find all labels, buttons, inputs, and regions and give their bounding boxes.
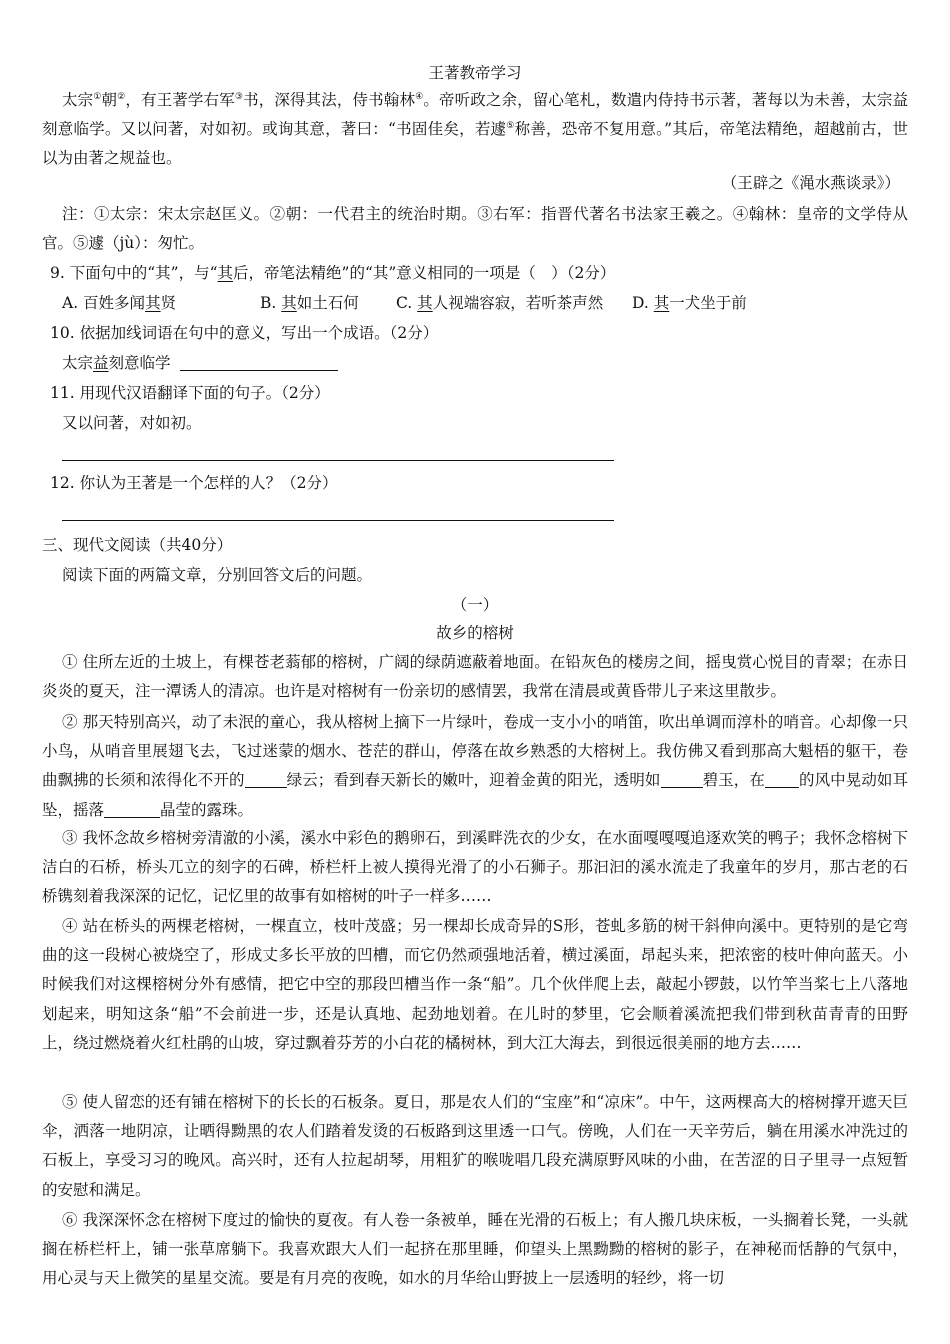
- q11-sentence: 又以问著，对如初。: [62, 414, 202, 432]
- section3-instruction: 阅读下面的两篇文章，分别回答文后的问题。: [62, 566, 373, 584]
- poem-source: （王辟之《渑水燕谈录》）: [721, 174, 900, 192]
- q11-stem: 11. 用现代汉语翻译下面的句子。（2分）: [50, 384, 330, 402]
- poem-notes: 注：①太宗：宋太宗赵匡义。②朝：一代君主的统治时期。③右军：指晋代著名书法家王羲之。④翰林：皇帝的文学侍从官。⑤遽（jù）：匆忙。: [42, 205, 908, 253]
- poem-body: 太宗①朝②，有王著学右军③书，深得其法，侍书翰林④。帝听政之余，留心笔札，数遣内侍持书示著，著每以为未善，太宗益刻意临学。又以问著，对如初。或询其意，著曰：“书固佳矣，若遽⑤称善，恐帝不复用意。”其后，帝笔法精绝，超越前古，世以为由著之规益也。: [42, 91, 908, 168]
- article-paragraph-6: ⑥ 我深深怀念在榕树下度过的愉快的夏夜。有人卷一条被单，睡在光滑的石板上；有人搬几块床板，一头搁着长凳，一头就搁在桥栏杆上，铺一张草席躺下。我喜欢跟大人们一起挤在那里睡，仰望头上黑黝黝的榕树的影子，在神秘而恬静的气氛中，用心灵与天上微笑的星星交流。要是有月亮的夜晚，如水的月华给山野披上一层透明的轻纱，将一切: [42, 1211, 908, 1288]
- section3-heading: 三、现代文阅读（共40分）: [42, 536, 233, 554]
- article-paragraph-3: ③ 我怀念故乡榕树旁清澈的小溪，溪水中彩色的鹅卵石，到溪畔洗衣的少女，在水面嘎嘎嘎追逐欢笑的鸭子；我怀念榕树下洁白的石桥，桥头兀立的刻字的石碑，桥栏杆上被人摸得光滑了的小石狮子。那汩汩的溪水流走了我童年的岁月，那古老的石桥镌刻着我深深的记忆，记忆里的故事有如榕树的叶子一样多……: [42, 829, 908, 906]
- fill-blank-1[interactable]: [245, 771, 287, 788]
- fill-blank-2[interactable]: [661, 771, 703, 788]
- q9-stem: 9. 下面句中的“其”，与“其后，帝笔法精绝”的“其”意义相同的一项是（ ）（2分）: [50, 264, 616, 282]
- article-paragraph-4: ④ 站在桥头的两棵老榕树，一棵直立，枝叶茂盛；另一棵却长成奇异的S形，苍虬多筋的树干斜伸向溪中。更特别的是它弯曲的这一段树心被烧空了，形成丈多长平放的凹槽，而它仍然顽强地活着，横过溪面，昂起头来，把浓密的枝叶伸向蓝天。小时候我们对这棵榕树分外有感情，把它中空的那段凹槽当作一条“船”。几个伙伴爬上去，敲起小锣鼓，以竹竿当桨七上八落地划起来，明知这条“船”不会前进一步，还是认真地、起劲地划着。在儿时的梦里，它会顺着溪流把我们带到秋苗青青的田野上，绕过燃烧着火红杜鹃的山坡，穿过飘着芬芳的小白花的橘树林，到大江大海去，到很远很美丽的地方去……: [42, 917, 908, 1052]
- article-paragraph-2: ② 那天特别高兴，动了未泯的童心，我从榕树上摘下一片绿叶，卷成一支小小的哨笛，吹出单调而淳朴的哨音。心却像一只小鸟，从哨音里展翅飞去，飞过迷蒙的烟水、苍茫的群山，停落在故乡熟悉的大榕树上。我仿佛又看到那高大魁梧的躯干，卷曲飘拂的长须和浓得化不开的 绿云；看到春天新长的嫩叶，迎着金黄的阳光，透明如 碧玉，在 的风中晃动如耳坠，摇落 晶莹的露珠。: [42, 713, 908, 819]
- poem-title: 王著教帝学习: [428, 64, 522, 82]
- q9-option-b[interactable]: B. 其如土石何: [260, 294, 359, 312]
- section3-part: （一）: [451, 596, 499, 614]
- fill-blank-4[interactable]: [104, 801, 160, 818]
- q11-answer-line[interactable]: [62, 460, 614, 461]
- q12-stem: 12. 你认为王著是一个怎样的人？（2分）: [50, 474, 338, 492]
- article-paragraph-1: ① 住所左近的土坡上，有棵苍老蓊郁的榕树，广阔的绿荫遮蔽着地面。在铅灰色的楼房之间，摇曳赏心悦目的青翠；在赤日炎炎的夏天，注一潭诱人的清凉。也许是对榕树有一份亲切的感情罢，我常在清晨或黄昏带儿子来这里散步。: [42, 653, 908, 701]
- q12-answer-line[interactable]: [62, 520, 614, 521]
- q9-options: [62, 292, 747, 314]
- article-title: 故乡的榕树: [436, 624, 514, 642]
- q9-option-d[interactable]: D. 其一犬坐于前: [632, 294, 747, 312]
- q9-option-c[interactable]: C. 其人视端容寂，若听茶声然: [396, 294, 604, 312]
- q10-stem: 10. 依据加线词语在句中的意义，写出一个成语。（2分）: [50, 324, 439, 342]
- q10-answer-blank[interactable]: [180, 354, 338, 371]
- article-paragraph-5: ⑤ 使人留恋的还有铺在榕树下的长长的石板条。夏日，那是农人们的“宝座”和“凉床”。中午，这两棵高大的榕树撑开遮天巨伞，洒落一地阴凉，让晒得黝黑的农人们踏着发烫的石板路到这里透一口气。傍晚，人们在一天辛劳后，躺在用溪水冲洗过的石板上，享受习习的晚风。高兴时，还有人拉起胡琴，用粗犷的喉咙唱几段充满原野风味的小曲，在苦涩的日子里寻一点短暂的安慰和满足。: [42, 1093, 908, 1199]
- q10-line: 太宗益刻意临学: [62, 352, 338, 374]
- fill-blank-3[interactable]: [765, 771, 799, 788]
- q9-option-a[interactable]: A. 百姓多闻其贤: [62, 294, 177, 312]
